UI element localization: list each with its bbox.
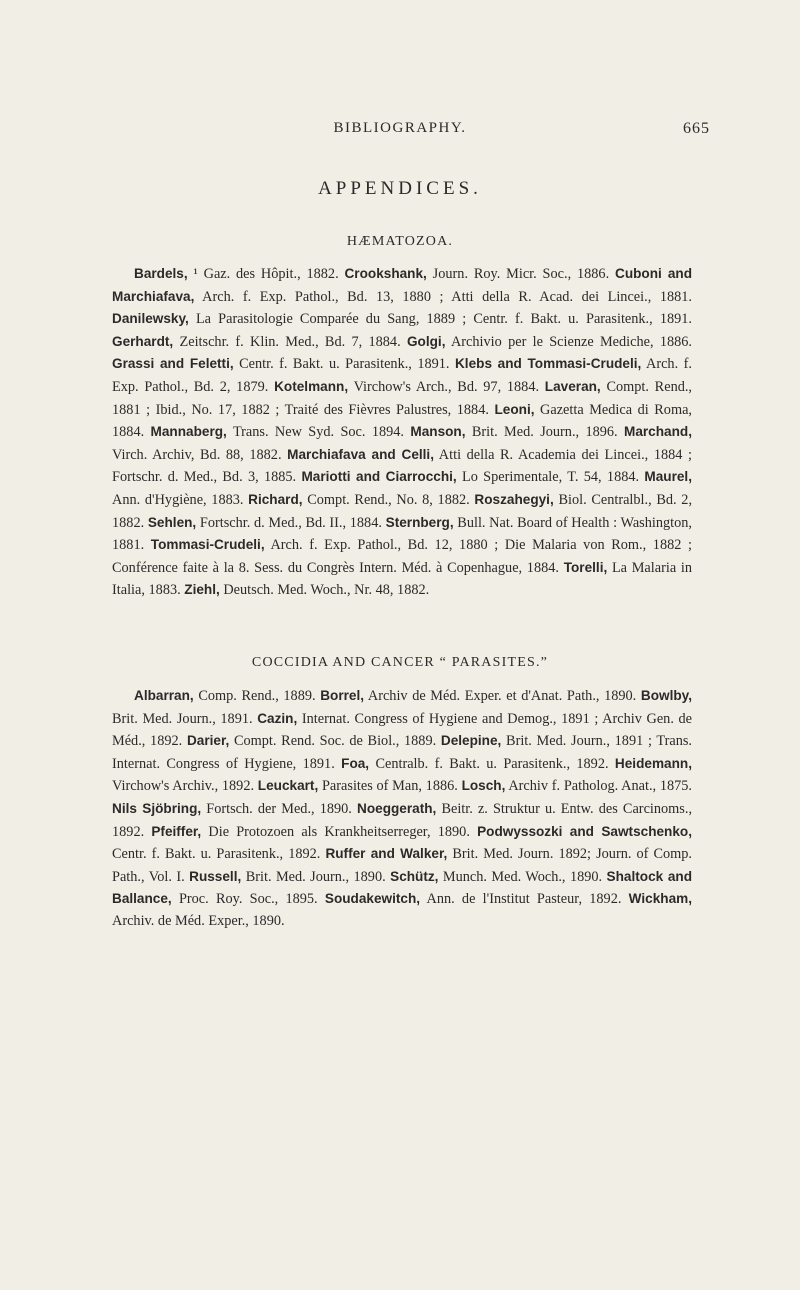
- entry-citation: Centr. f. Bakt. u. Parasitenk., 1892.: [112, 846, 321, 863]
- section-heading-haematozoa: HÆMATOZOA.: [346, 234, 454, 249]
- entry-citation: Internat. Congress of Hygiene and Demog., 1891 ; Archiv Gen. de Méd., 1892.: [112, 710, 693, 750]
- entry-citation: Fortsch. der Med., 1890.: [206, 800, 352, 817]
- entry-author: Shaltock and Ballance,: [112, 868, 693, 907]
- entry-author: Russell,: [189, 868, 242, 884]
- entry-citation: Ann. de l'Institut Pasteur, 1892.: [426, 891, 622, 908]
- entry-author: Losch,: [461, 778, 506, 794]
- entry-author: Bowlby,: [640, 688, 692, 703]
- bibliography-entry: [341, 756, 608, 772]
- entry-author: Albarran,: [134, 688, 194, 703]
- entry-citation: Virchow's Arch., Bd. 97, 1884.: [353, 378, 540, 395]
- entry-citation: Comp. Rend., 1889.: [198, 688, 316, 704]
- entry-author: Schütz,: [390, 868, 439, 884]
- entry-author: Noeggerath,: [357, 800, 437, 816]
- bibliography-entry: [258, 778, 458, 794]
- bibliography-entry: [134, 266, 339, 282]
- entry-citation: Bull. Nat. Board of Health : Washington, 1881.: [112, 514, 693, 554]
- entry-author: Bardels,: [134, 266, 188, 281]
- entry-author: Maurel,: [644, 469, 692, 485]
- entry-citation: Archiv. de Méd. Exper., 1890.: [112, 912, 285, 929]
- bibliography-entry: [112, 334, 401, 350]
- section-heading-coccidia: COCCIDIA AND CANCER “ PARASITES.”: [251, 655, 549, 670]
- entry-author: Leuckart,: [257, 778, 319, 794]
- entry-citation: Arch. f. Exp. Pathol., Bd. 13, 1880 ; Atti della R. Acad. dei Lincei., 1881.: [202, 288, 692, 305]
- entry-citation: Lo Sperimentale, T. 54, 1884.: [462, 469, 640, 486]
- bibliography-entry: [274, 379, 539, 395]
- bibliography-entry: [320, 688, 636, 704]
- entry-citation: Ann. d'Hygiène, 1883.: [112, 491, 244, 508]
- page-number: 665: [683, 120, 710, 137]
- bibliography-entry: [301, 469, 639, 485]
- entry-author: Leoni,: [494, 401, 535, 417]
- entry-author: Sehlen,: [147, 514, 197, 530]
- entry-author: Cazin,: [257, 710, 298, 726]
- entry-citation: Beitr. z. Struktur u. Entw. des Carcinoms., 1892.: [112, 800, 693, 840]
- entry-citation: Brit. Med. Journ., 1891.: [112, 710, 253, 727]
- entry-author: Sternberg,: [385, 514, 454, 530]
- entry-author: Gerhardt,: [112, 333, 174, 349]
- entry-author: Podwyssozki and Sawtschenko,: [477, 823, 692, 839]
- entry-author: Klebs and Tommasi-Crudeli,: [454, 356, 642, 372]
- entry-author: Danilewsky,: [112, 311, 189, 327]
- entry-author: Golgi,: [406, 333, 446, 349]
- bibliography-entry: [462, 778, 692, 794]
- entry-citation: Munch. Med. Woch., 1890.: [442, 868, 603, 885]
- entry-author: Foa,: [341, 755, 370, 771]
- entry-citation: Archiv f. Patholog. Anat., 1875.: [508, 778, 692, 795]
- bibliography-entry: [112, 311, 692, 327]
- entry-author: Borrel,: [320, 688, 365, 703]
- bibliography-entry: [410, 424, 617, 440]
- bibliography-entry: [151, 424, 404, 440]
- entry-author: Kotelmann,: [274, 378, 349, 394]
- bibliography-entry: [151, 824, 470, 840]
- entry-citation: Virch. Archiv, Bd. 88, 1882.: [112, 446, 282, 463]
- bibliography-entry: [248, 492, 470, 508]
- entry-author: Mannaberg,: [150, 424, 227, 440]
- running-head: [0, 120, 800, 144]
- entry-author: Mariotti and Ciarrocchi,: [301, 469, 457, 485]
- entry-citation: Journ. Roy. Micr. Soc., 1886.: [432, 266, 610, 282]
- entry-citation: Archiv de Méd. Exper. et d'Anat. Path., 1890.: [367, 688, 637, 704]
- bibliography-entry: [184, 582, 429, 598]
- coccidia-bibliography: [112, 685, 692, 933]
- entry-author: Marchiafava and Celli,: [287, 446, 434, 462]
- entry-author: Crookshank,: [344, 266, 427, 281]
- entry-author: Darier,: [186, 733, 230, 749]
- entry-author: Torelli,: [563, 559, 608, 575]
- entry-citation: La Parasitologie Comparée du Sang, 1889 ; Centr. f. Bakt. u. Parasitenk., 1891.: [195, 311, 692, 328]
- bibliography-entry: [134, 688, 316, 704]
- bibliography-entry: [344, 266, 609, 282]
- entry-author: Manson,: [410, 424, 466, 440]
- entry-author: Pfeiffer,: [151, 823, 202, 839]
- entry-author: Grassi and Feletti,: [112, 356, 234, 372]
- bibliography-entry: [407, 334, 692, 350]
- entry-citation: Zeitschr. f. Klin. Med., Bd. 7, 1884.: [179, 333, 401, 350]
- entry-author: Marchand,: [624, 424, 692, 440]
- entry-citation: Compt. Rend., No. 8, 1882.: [307, 491, 470, 508]
- entry-citation: Fortschr. d. Med., Bd. II., 1884.: [199, 514, 382, 531]
- appendices-title: APPENDICES.: [318, 178, 482, 199]
- entry-author: Soudakewitch,: [324, 891, 421, 907]
- bibliography-entry: [148, 515, 382, 531]
- entry-citation: Compt. Rend. Soc. de Biol., 1889.: [233, 733, 437, 750]
- entry-citation: Centr. f. Bakt. u. Parasitenk., 1891.: [239, 356, 450, 373]
- entry-citation: Arch. f. Exp. Pathol., Bd. 2, 1879.: [112, 356, 692, 395]
- entry-citation: La Malaria in Italia, 1883.: [112, 559, 692, 599]
- entry-citation: Compt. Rend., 1881 ; Ibid., No. 17, 1882 ; Traité des Fièvres Palustres, 1884.: [112, 378, 693, 418]
- entry-citation: Brit. Med. Journ., 1896.: [471, 424, 618, 441]
- bibliography-entry: [325, 891, 622, 907]
- entry-citation: Parasites of Man, 1886.: [321, 778, 458, 795]
- entry-author: Heidemann,: [614, 755, 692, 771]
- entry-citation: Trans. New Syd. Soc. 1894.: [232, 424, 405, 441]
- entry-author: Ruffer and Walker,: [325, 846, 448, 862]
- entry-citation: Virchow's Archiv., 1892.: [112, 778, 255, 795]
- entry-author: Roszahegyi,: [474, 491, 554, 507]
- entry-author: Cuboni and Marchiafava,: [112, 266, 693, 304]
- entry-citation: Centralb. f. Bakt. u. Parasitenk., 1892.: [375, 755, 609, 772]
- entry-author: Nils Sjöbring,: [112, 800, 202, 816]
- entry-citation: Gazetta Medica di Roma, 1884.: [112, 401, 692, 441]
- entry-author: Delepine,: [440, 733, 502, 749]
- bibliography-entry: [112, 356, 450, 372]
- entry-citation: Proc. Roy. Soc., 1895.: [178, 891, 318, 908]
- bibliography-entry: [189, 869, 386, 885]
- entry-author: Laveran,: [544, 378, 601, 394]
- entry-citation: Arch. f. Exp. Pathol., Bd. 12, 1880 ; Die Malaria von Rom., 1882 ; Conférence faite à la 8. Sess. du Congrès Intern. Méd. à Copenhague, 1884.: [112, 537, 692, 576]
- entry-author: Tommasi-Crudeli,: [150, 537, 265, 553]
- running-title: BIBLIOGRAPHY.: [333, 120, 467, 136]
- entry-citation: Biol. Centralbl., Bd. 2, 1882.: [112, 491, 693, 531]
- entry-citation: Atti della R. Academia dei Lincei., 1884 ; Fortschr. d. Med., Bd. 3, 1885.: [112, 446, 692, 486]
- entry-author: Wickham,: [628, 891, 692, 907]
- entry-citation: Brit. Med. Journ., 1890.: [245, 868, 386, 885]
- bibliography-entry: [187, 733, 436, 749]
- bibliography-entry: [112, 801, 352, 817]
- entry-citation: Deutsch. Med. Woch., Nr. 48, 1882.: [223, 582, 430, 599]
- entry-author: Richard,: [248, 491, 303, 507]
- entry-citation: Brit. Med. Journ. 1892; Journ. of Comp. Path., Vol. I.: [112, 846, 692, 885]
- entry-author: Ziehl,: [184, 582, 220, 598]
- entry-citation: Brit. Med. Journ., 1891 ; Trans. Internat. Congress of Hygiene, 1891.: [112, 733, 692, 772]
- entry-citation: ¹ Gaz. des Hôpit., 1882.: [193, 266, 339, 282]
- entry-citation: Die Protozoen als Krankheitserreger, 1890.: [208, 823, 470, 840]
- entry-citation: Archivio per le Scienze Mediche, 1886.: [450, 333, 693, 350]
- haematozoa-bibliography: [112, 263, 692, 602]
- bibliography-entry: [390, 869, 602, 885]
